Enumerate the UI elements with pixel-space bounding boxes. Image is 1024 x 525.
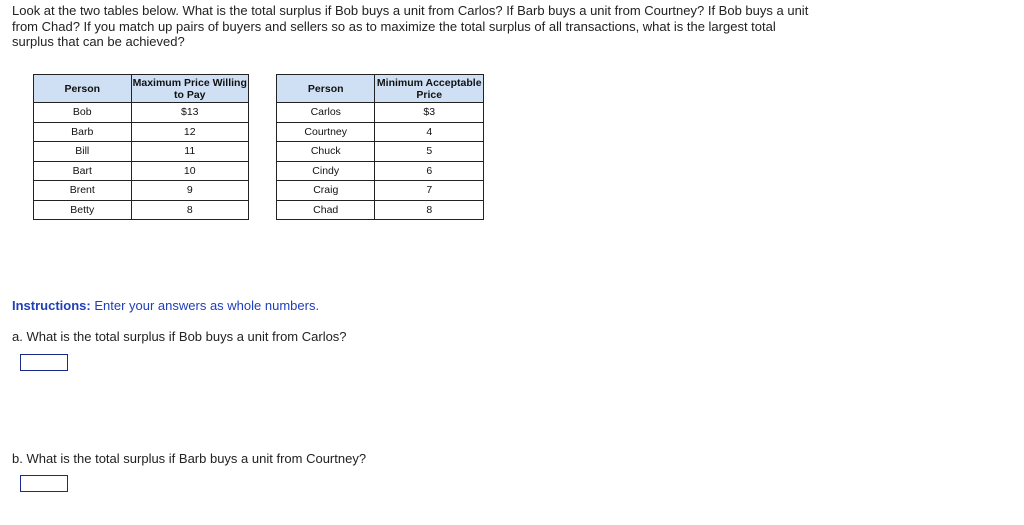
sellers-table bbox=[276, 74, 484, 220]
buyer-name-cell: Bob bbox=[34, 103, 132, 123]
seller-name-cell: Chad bbox=[277, 200, 375, 220]
buyer-name-cell: Bart bbox=[34, 161, 132, 181]
table-row bbox=[34, 142, 249, 162]
min-price-cell: 8 bbox=[375, 200, 484, 220]
max-price-cell: 8 bbox=[131, 200, 248, 220]
column-header: Person bbox=[277, 75, 375, 103]
buyer-name-cell: Barb bbox=[34, 122, 132, 142]
table-row bbox=[34, 181, 249, 201]
buyer-name-cell: Brent bbox=[34, 181, 132, 201]
instructions-label: Instructions: bbox=[12, 298, 91, 313]
instructions bbox=[12, 298, 319, 313]
answer-a-input[interactable] bbox=[20, 354, 68, 371]
max-price-cell: 11 bbox=[131, 142, 248, 162]
question-a-text: a. What is the total surplus if Bob buys a unit from Carlos? bbox=[12, 329, 347, 344]
max-price-cell: 9 bbox=[131, 181, 248, 201]
column-header: Maximum Price Willing to Pay bbox=[132, 76, 247, 101]
instructions-text: Enter your answers as whole numbers. bbox=[90, 298, 320, 313]
min-price-cell: $3 bbox=[375, 103, 484, 123]
table-row bbox=[277, 161, 484, 181]
column-header: Minimum Acceptable Price bbox=[376, 76, 482, 101]
column-header: Person bbox=[34, 75, 132, 103]
table-row bbox=[34, 103, 249, 123]
seller-name-cell: Chuck bbox=[277, 142, 375, 162]
buyers-table bbox=[33, 74, 249, 220]
table-header-row bbox=[277, 75, 484, 103]
min-price-cell: 6 bbox=[375, 161, 484, 181]
max-price-cell: 10 bbox=[131, 161, 248, 181]
table-row bbox=[277, 142, 484, 162]
table-row bbox=[277, 103, 484, 123]
table-row bbox=[34, 161, 249, 181]
buyer-name-cell: Bill bbox=[34, 142, 132, 162]
table-row bbox=[34, 200, 249, 220]
seller-name-cell: Courtney bbox=[277, 122, 375, 142]
table-row bbox=[277, 181, 484, 201]
table-row bbox=[277, 122, 484, 142]
min-price-cell: 7 bbox=[375, 181, 484, 201]
table-row bbox=[34, 122, 249, 142]
table-row bbox=[277, 200, 484, 220]
min-price-cell: 5 bbox=[375, 142, 484, 162]
seller-name-cell: Cindy bbox=[277, 161, 375, 181]
answer-b-input[interactable] bbox=[20, 475, 68, 492]
max-price-cell: $13 bbox=[131, 103, 248, 123]
table-header-row bbox=[34, 75, 249, 103]
question-text: Look at the two tables below. What is the total surplus if Bob buys a unit from Carlos? If Barb buys a unit from Courtney? If Bob buys a unit from Chad? If you match up pairs of buyers and sellers so as to maximize the total surplus of all transactions, what is the largest total surplus that can be achieved? bbox=[12, 3, 809, 49]
max-price-cell: 12 bbox=[131, 122, 248, 142]
question-b-text: b. What is the total surplus if Barb buys a unit from Courtney? bbox=[12, 451, 367, 466]
buyer-name-cell: Betty bbox=[34, 200, 132, 220]
seller-name-cell: Craig bbox=[277, 181, 375, 201]
seller-name-cell: Carlos bbox=[277, 103, 375, 123]
min-price-cell: 4 bbox=[375, 122, 484, 142]
